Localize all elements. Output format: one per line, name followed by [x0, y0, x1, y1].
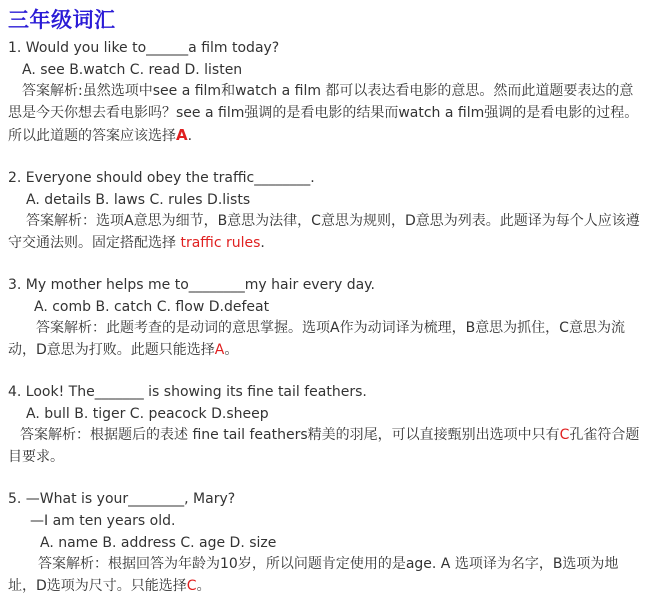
explanation-label: 答案解析：	[20, 427, 90, 443]
question-1-explanation	[8, 80, 641, 147]
explanation-label: 答案解析：	[36, 320, 106, 336]
question-4-stem: 4. Look! The_______ is showing its fine tail feathers.	[8, 384, 367, 400]
question-2-options: A. details B. laws C. rules D.lists	[26, 192, 251, 208]
question-5-explanation	[8, 553, 641, 597]
explanation-tail: 孔雀符合题目要求。	[8, 427, 640, 465]
question-5-stem: 5. —What is your________, Mary?	[8, 491, 236, 507]
page-title: 三年级词汇	[8, 8, 116, 32]
explanation-text: 根据题后的表述 fine tail feathers精美的羽尾，可以直接甄别出选项中只有	[90, 427, 560, 443]
explanation-text: 虽然选项中see a film和watch a film 都可以表达看电影的意思。然而此道题要表达的意思是今天你想去看电影吗？see a film强调的是看电影的结果而watch a film强调的是看电影的过程。所以此道题的答案应该选择	[8, 83, 639, 144]
question-5-options: A. name B. address C. age D. size	[40, 535, 277, 551]
explanation-text: 此题考查的是动词的意思掌握。选项A作为动词译为梳理，B意思为抓住，C意思为流动，D意思为打败。此题只能选择	[8, 320, 625, 358]
question-3-options: A. comb B. catch C. flow D.defeat	[34, 299, 270, 315]
question-4-options: A. bull B. tiger C. peacock D.sheep	[26, 406, 269, 422]
explanation-tail: .	[260, 235, 265, 251]
answer-highlight: C	[559, 427, 570, 443]
explanation-tail: 。	[196, 578, 211, 594]
answer-highlight: A	[214, 342, 225, 358]
answer-highlight: traffic rules	[180, 235, 261, 251]
explanation-text: 选项A意思为细节，B意思为法律，C意思为规则，D意思为列表。此题译为每个人应该遵守交通法则。固定搭配选择	[8, 213, 640, 251]
explanation-tail: .	[187, 128, 193, 144]
answer-highlight: A	[176, 126, 188, 144]
question-1-stem: 1. Would you like to______a film today?	[8, 40, 280, 56]
answer-highlight: C	[186, 578, 197, 594]
question-2-explanation	[8, 210, 641, 254]
question-3-stem: 3. My mother helps me to________my hair every day.	[8, 277, 375, 293]
explanation-label: 答案解析：	[26, 213, 96, 229]
question-4-explanation	[8, 424, 641, 468]
question-3-explanation	[8, 317, 641, 361]
explanation-tail: 。	[224, 342, 239, 358]
explanation-label: 答案解析:	[22, 83, 83, 99]
explanation-text: 根据回答为年龄为10岁，所以问题肯定使用的是age. A 选项译为名字，B选项为地址，D选项为尺寸。只能选择	[8, 556, 619, 594]
question-5-answer-line: —I am ten years old.	[30, 513, 176, 529]
question-1-options: A. see B.watch C. read D. listen	[22, 62, 243, 78]
question-2-stem: 2. Everyone should obey the traffic________.	[8, 170, 315, 186]
explanation-label: 答案解析：	[38, 556, 108, 572]
